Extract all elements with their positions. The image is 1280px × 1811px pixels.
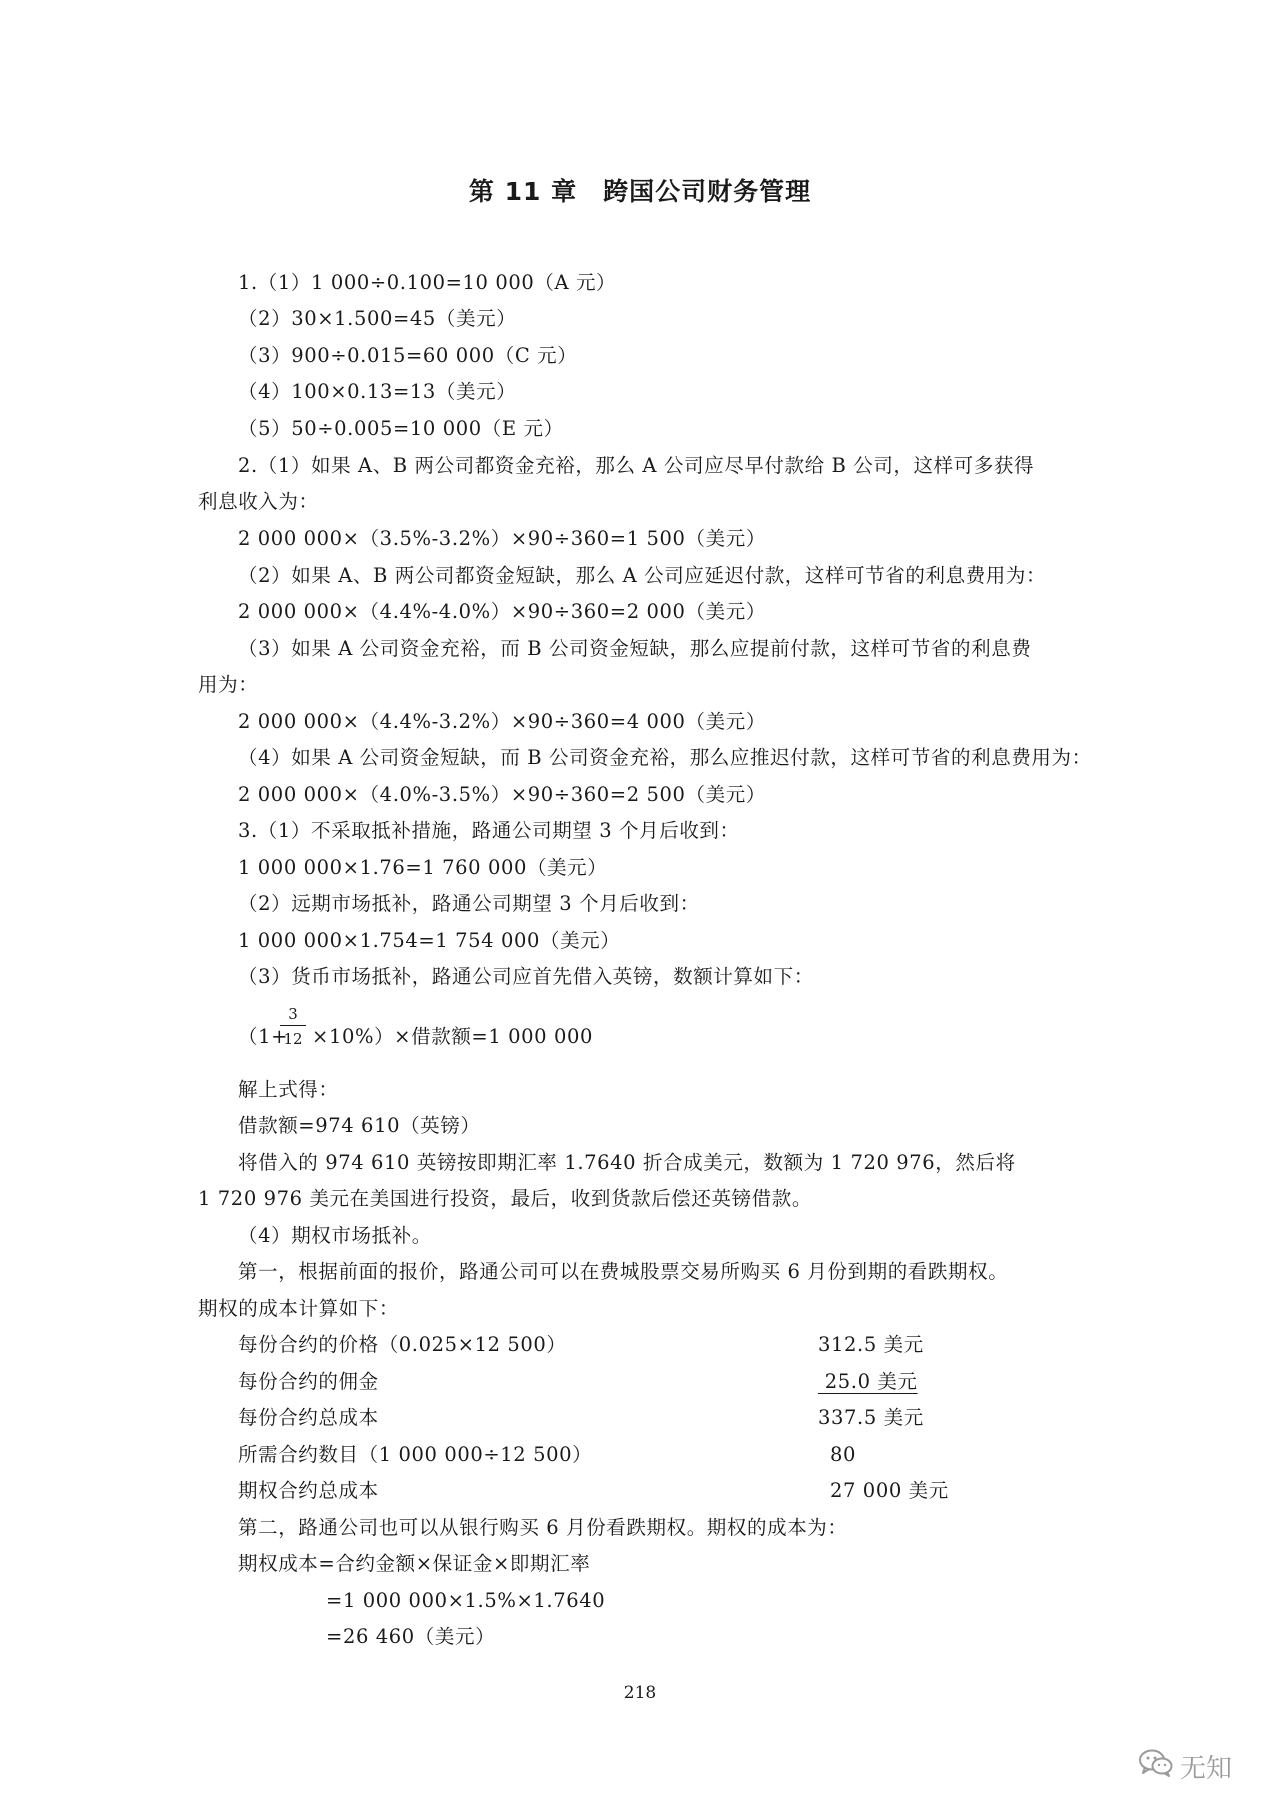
- text-line: （2）如果 A、B 两公司都资金短缺，那么 A 公司应延迟付款，这样可节省的利息费用为：: [238, 564, 1047, 587]
- text-line: 2.（1）如果 A、B 两公司都资金充裕，那么 A 公司应尽早付款给 B 公司，这样可多获得: [238, 454, 1035, 477]
- page-title: 第 11 章 跨国公司财务管理: [468, 177, 812, 206]
- text-line: （2）30×1.500=45（美元）: [238, 307, 517, 330]
- text-line: （2）远期市场抵补，路通公司期望 3 个月后收到：: [238, 892, 700, 915]
- formula-rest: ×10%）×借款额=1 000 000: [312, 1025, 594, 1048]
- fraction: [280, 1005, 306, 1048]
- cost-label: 每份合约总成本: [238, 1406, 379, 1429]
- cost-amount: 27 000 美元: [830, 1479, 949, 1502]
- cost-amount: 25.0 美元: [818, 1370, 918, 1393]
- text-line: 用为：: [198, 673, 259, 696]
- text-line: （3）900÷0.015=60 000（C 元）: [238, 344, 578, 367]
- text-line: 1 720 976 美元在美国进行投资，最后，收到货款后偿还英镑借款。: [198, 1187, 812, 1210]
- wechat-icon: [1138, 1748, 1174, 1785]
- formula-open: （1+: [238, 1025, 289, 1048]
- text-line: （4）期权市场抵补。: [238, 1224, 432, 1247]
- text-line: （4）100×0.13=13（美元）: [238, 380, 517, 403]
- text-line: 1 000 000×1.76=1 760 000（美元）: [238, 856, 608, 879]
- text-line: 2 000 000×（4.4%-4.0%）×90÷360=2 000（美元）: [238, 600, 766, 623]
- cost-amount: 337.5 美元: [818, 1406, 924, 1429]
- text-line: 期权的成本计算如下：: [198, 1297, 400, 1320]
- text-line: 第一，根据前面的报价，路通公司可以在费城股票交易所购买 6 月份到期的看跌期权。: [238, 1260, 1009, 1283]
- text-line: 2 000 000×（3.5%-3.2%）×90÷360=1 500（美元）: [238, 527, 766, 550]
- text-line: 将借入的 974 610 英镑按即期汇率 1.7640 折合成美元，数额为 1 720 976，然后将: [238, 1151, 1016, 1174]
- text-line: 利息收入为：: [198, 490, 319, 513]
- text-line: （5）50÷0.005=10 000（E 元）: [238, 417, 564, 440]
- text-line: =1 000 000×1.5%×1.7640: [326, 1589, 606, 1612]
- text-line: 期权成本=合约金额×保证金×即期汇率: [238, 1552, 591, 1575]
- text-line: 1.（1）1 000÷0.100=10 000（A 元）: [238, 271, 617, 294]
- cost-label: 期权合约总成本: [238, 1479, 379, 1502]
- cost-label: 所需合约数目（1 000 000÷12 500）: [238, 1443, 593, 1466]
- cost-label: 每份合约的价格（0.025×12 500）: [238, 1333, 567, 1356]
- cost-amount: 312.5 美元: [818, 1333, 924, 1356]
- text-line: 第二，路通公司也可以从银行购买 6 月份看跌期权。期权的成本为：: [238, 1516, 848, 1539]
- fraction-denominator: 12: [283, 1030, 303, 1048]
- text-line: 1 000 000×1.754=1 754 000（美元）: [238, 929, 621, 952]
- text-line: 3.（1）不采取抵补措施，路通公司期望 3 个月后收到：: [238, 819, 740, 842]
- cost-label: 每份合约的佣金: [238, 1370, 379, 1393]
- text-line: （3）货币市场抵补，路通公司应首先借入英镑，数额计算如下：: [238, 965, 814, 988]
- cost-amount: 80: [830, 1443, 857, 1466]
- text-line: 解上式得：: [238, 1078, 339, 1101]
- fraction-numerator: 3: [280, 1005, 306, 1026]
- text-line: 2 000 000×（4.4%-3.2%）×90÷360=4 000（美元）: [238, 710, 766, 733]
- page-number: 218: [623, 1683, 657, 1703]
- text-line: 2 000 000×（4.0%-3.5%）×90÷360=2 500（美元）: [238, 783, 766, 806]
- text-line: 借款额=974 610（英镑）: [238, 1114, 481, 1137]
- text-line: =26 460（美元）: [326, 1625, 496, 1648]
- text-line: （3）如果 A 公司资金充裕，而 B 公司资金短缺，那么应提前付款，这样可节省的利息费: [238, 637, 1032, 660]
- watermark: [1138, 1746, 1232, 1786]
- text-line: （4）如果 A 公司资金短缺，而 B 公司资金充裕，那么应推迟付款，这样可节省的利息费用为：: [238, 746, 1092, 769]
- watermark-text: 无知: [1180, 1753, 1233, 1784]
